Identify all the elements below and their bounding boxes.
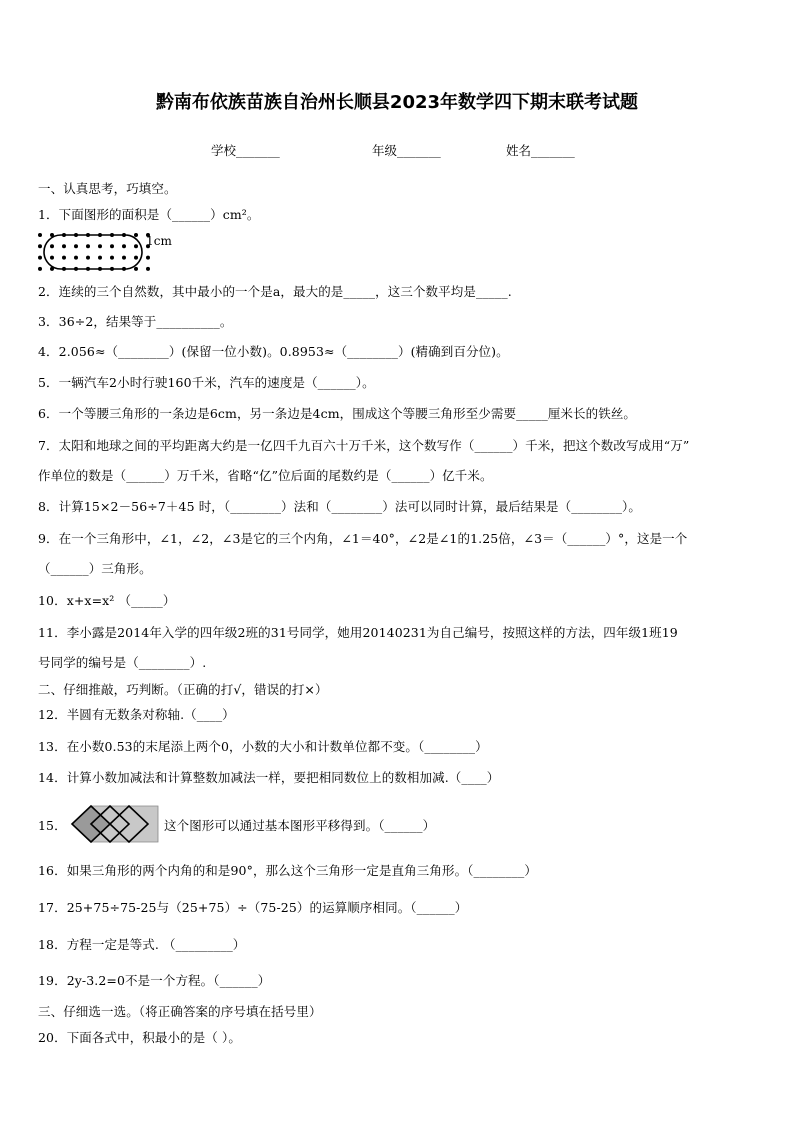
question-15-number: 15． [38, 818, 67, 833]
question-9-line-2: （______）三角形。 [38, 561, 152, 576]
grid-dot [74, 256, 78, 260]
dot-grid-figure [36, 231, 151, 273]
grid-dot [98, 256, 102, 260]
section-heading-3: 三、仔细选一选。（将正确答案的序号填在括号里） [38, 1004, 322, 1019]
grid-dot [110, 244, 114, 248]
grade-field[interactable]: 年级_______ [372, 143, 441, 158]
grid-dot [122, 256, 126, 260]
rounded-shape-outline [44, 235, 142, 269]
grid-dot [50, 244, 54, 248]
question-6: 6．一个等腰三角形的一条边是6cm，另一条边是4cm，围成这个等腰三角形至少需要_____厘米长的铁丝。 [38, 406, 637, 421]
section-heading-1: 一、认真思考，巧填空。 [38, 181, 177, 196]
question-10: 10．x+x=x² （_____） [38, 593, 176, 608]
question-18: 18．方程一定是等式. （_________） [38, 937, 246, 952]
question-7-line-2: 作单位的数是（______）万千米，省略“亿”位后面的尾数约是（______）亿千米。 [38, 468, 493, 483]
grid-dot [134, 233, 138, 237]
grid-dot [74, 244, 78, 248]
grid-dot [38, 256, 42, 260]
grid-dot [134, 267, 138, 271]
grid-dot [86, 244, 90, 248]
unit-label: 1cm [146, 234, 173, 248]
question-11-line-2: 号同学的编号是（________）. [38, 655, 207, 670]
question-13: 13．在小数0.53的末尾添上两个0，小数的大小和计数单位都不变。（________） [38, 739, 488, 754]
grid-dot [50, 256, 54, 260]
grid-dot [110, 256, 114, 260]
grid-dot [146, 256, 150, 260]
question-1: 1．下面图形的面积是（______）cm²。 [38, 207, 260, 222]
question-19: 19．2y-3.2=0不是一个方程。（______） [38, 973, 271, 988]
section-heading-2: 二、仔细推敲，巧判断。（正确的打√，错误的打×） [38, 682, 328, 697]
question-4: 4．2.056≈（________）(保留一位小数)。0.8953≈（________）(精确到百分位)。 [38, 344, 509, 359]
grid-dot [62, 256, 66, 260]
question-11-line-1: 11．李小露是2014年入学的四年级2班的31号同学，她用20140231为自己编号，按照这样的方法，四年级1班19 [38, 625, 678, 640]
grid-dot [38, 244, 42, 248]
school-field[interactable]: 学校_______ [211, 143, 280, 158]
grid-dot [38, 233, 42, 237]
page-title: 黔南布依族苗族自治州长顺县2023年数学四下期末联考试题 [155, 92, 639, 113]
question-8: 8．计算15×2－56÷7＋45 时，（________）法和（________）法可以同时计算，最后结果是（________）。 [38, 499, 641, 514]
question-2: 2．连续的三个自然数，其中最小的一个是a，最大的是_____，这三个数平均是_____. [38, 284, 512, 299]
question-17: 17．25+75÷75-25与（25+75）÷（75-25）的运算顺序相同。（______） [38, 900, 468, 915]
question-5: 5．一辆汽车2小时行驶160千米，汽车的速度是（______）。 [38, 375, 375, 390]
question-7-line-1: 7．太阳和地球之间的平均距离大约是一亿四千九百六十万千米，这个数写作（______）千米，把这个数改写成用“万” [38, 438, 690, 453]
question-20: 20．下面各式中，积最小的是（ ）。 [38, 1030, 241, 1045]
question-9-line-1: 9．在一个三角形中，∠1，∠2，∠3是它的三个内角，∠1＝40°，∠2是∠1的1.25倍，∠3＝（______）°，这是一个 [38, 531, 688, 546]
grid-dot [38, 267, 42, 271]
question-14: 14．计算小数加减法和计算整数加减法一样，要把相同数位上的数相加减.（____） [38, 770, 500, 785]
grid-dot [122, 244, 126, 248]
grid-dot [134, 256, 138, 260]
grid-dot [98, 244, 102, 248]
grid-dot [86, 256, 90, 260]
question-3: 3．36÷2，结果等于__________。 [38, 314, 233, 329]
question-15-text: 这个图形可以通过基本图形平移得到。（______） [164, 818, 436, 833]
grid-dot [62, 244, 66, 248]
question-12: 12．半圆有无数条对称轴.（____） [38, 707, 235, 722]
name-field[interactable]: 姓名_______ [506, 143, 575, 158]
diamond-pattern-figure [68, 803, 164, 845]
grid-dot [134, 244, 138, 248]
grid-dot [146, 267, 150, 271]
question-16: 16．如果三角形的两个内角的和是90°，那么这个三角形一定是直角三角形。（________） [38, 863, 537, 878]
